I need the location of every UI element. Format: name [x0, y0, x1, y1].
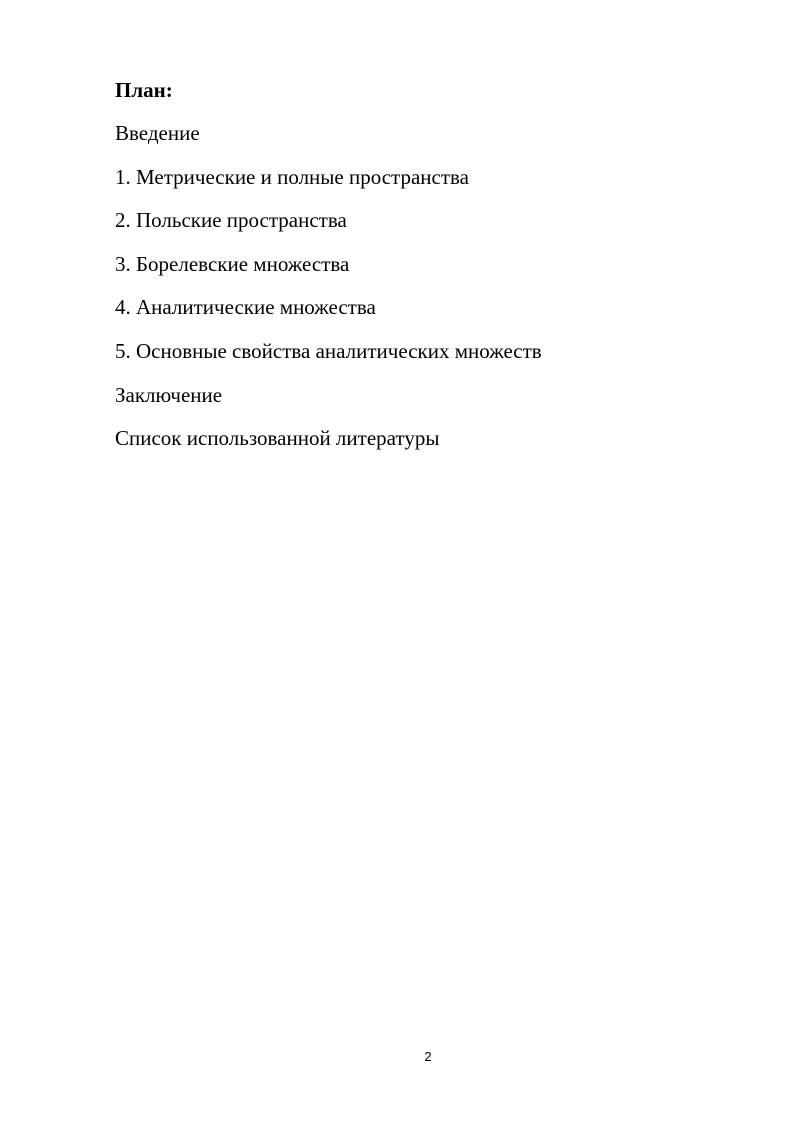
toc-item-analytic-sets: 4. Аналитические множества — [115, 295, 376, 320]
toc-item-metric-spaces: 1. Метрические и полные пространства — [115, 164, 470, 189]
toc-list — [115, 119, 715, 452]
plan-heading: План: — [115, 78, 173, 102]
toc-item-introduction: Введение — [115, 121, 200, 145]
toc-item-conclusion: Заключение — [115, 382, 223, 407]
toc-item-references: Список использованной литературы — [115, 426, 440, 451]
toc-item-analytic-properties: 5. Основные свойства аналитических множеств — [115, 338, 542, 363]
table-of-contents — [115, 76, 715, 468]
toc-item-borel-sets: 3. Борелевские множества — [115, 251, 350, 276]
toc-item-polish-spaces: 2. Польские пространства — [115, 208, 347, 233]
page-number: 2 — [424, 1049, 432, 1064]
